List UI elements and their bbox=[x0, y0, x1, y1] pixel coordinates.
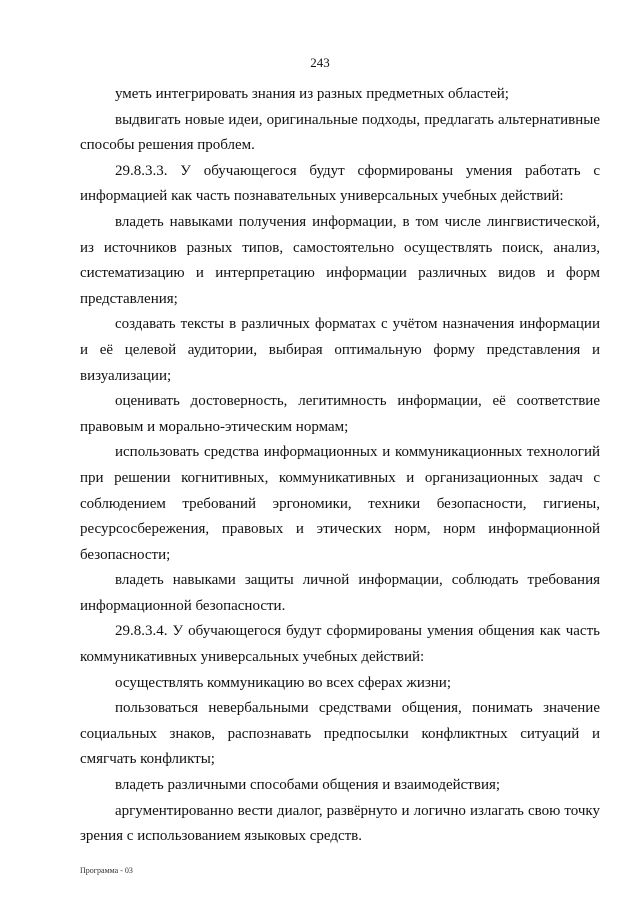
paragraph: осуществлять коммуникацию во всех сферах жизни; bbox=[115, 674, 451, 691]
paragraph: 29.8.3.3. У обучающегося будут сформированы умения работать с информацией как часть познавательных универсальных учебных действий: bbox=[80, 162, 600, 205]
paragraph: пользоваться невербальными средствами общения, понимать значение социальных знаков, распознавать предпосылки конфликтных ситуаций и смягчать конфликты; bbox=[80, 700, 600, 768]
paragraph: владеть навыками получения информации, в том числе лингвистической, из источников разных типов, самостоятельно осуществлять поиск, анализ, систематизацию и интерпретацию информации различных видов и форм представления; bbox=[80, 213, 600, 307]
document-body bbox=[80, 82, 600, 850]
paragraph: выдвигать новые идеи, оригинальные подходы, предлагать альтернативные способы решения проблем. bbox=[80, 111, 600, 154]
paragraph: владеть различными способами общения и взаимодействия; bbox=[115, 777, 501, 794]
page-number: 243 bbox=[310, 55, 330, 70]
paragraph: аргументированно вести диалог, развёрнуто и логично излагать свою точку зрения с использованием языковых средств. bbox=[80, 802, 600, 845]
paragraph: владеть навыками защиты личной информации, соблюдать требования информационной безопасности. bbox=[80, 572, 600, 614]
paragraph: использовать средства информационных и коммуникационных технологий при решении когнитивных, коммуникативных и организационных задач с соблюдением требований эргономики, техники безопасности, гигиены, ресурсосбережения, правовых и этических норм, норм информационной безопасности; bbox=[80, 444, 600, 563]
paragraph: уметь интегрировать знания из разных предметных областей; bbox=[115, 86, 509, 102]
paragraph: 29.8.3.4. У обучающегося будут сформированы умения общения как часть коммуникативных универсальных учебных действий: bbox=[80, 623, 600, 666]
paragraph: создавать тексты в различных форматах с учётом назначения информации и её целевой аудитории, выбирая оптимальную форму представления и визуализации; bbox=[80, 316, 600, 384]
footer-label: Программа - 03 bbox=[80, 866, 133, 875]
paragraph: оценивать достоверность, легитимность информации, её соответствие правовым и морально-этическим нормам; bbox=[80, 393, 600, 435]
